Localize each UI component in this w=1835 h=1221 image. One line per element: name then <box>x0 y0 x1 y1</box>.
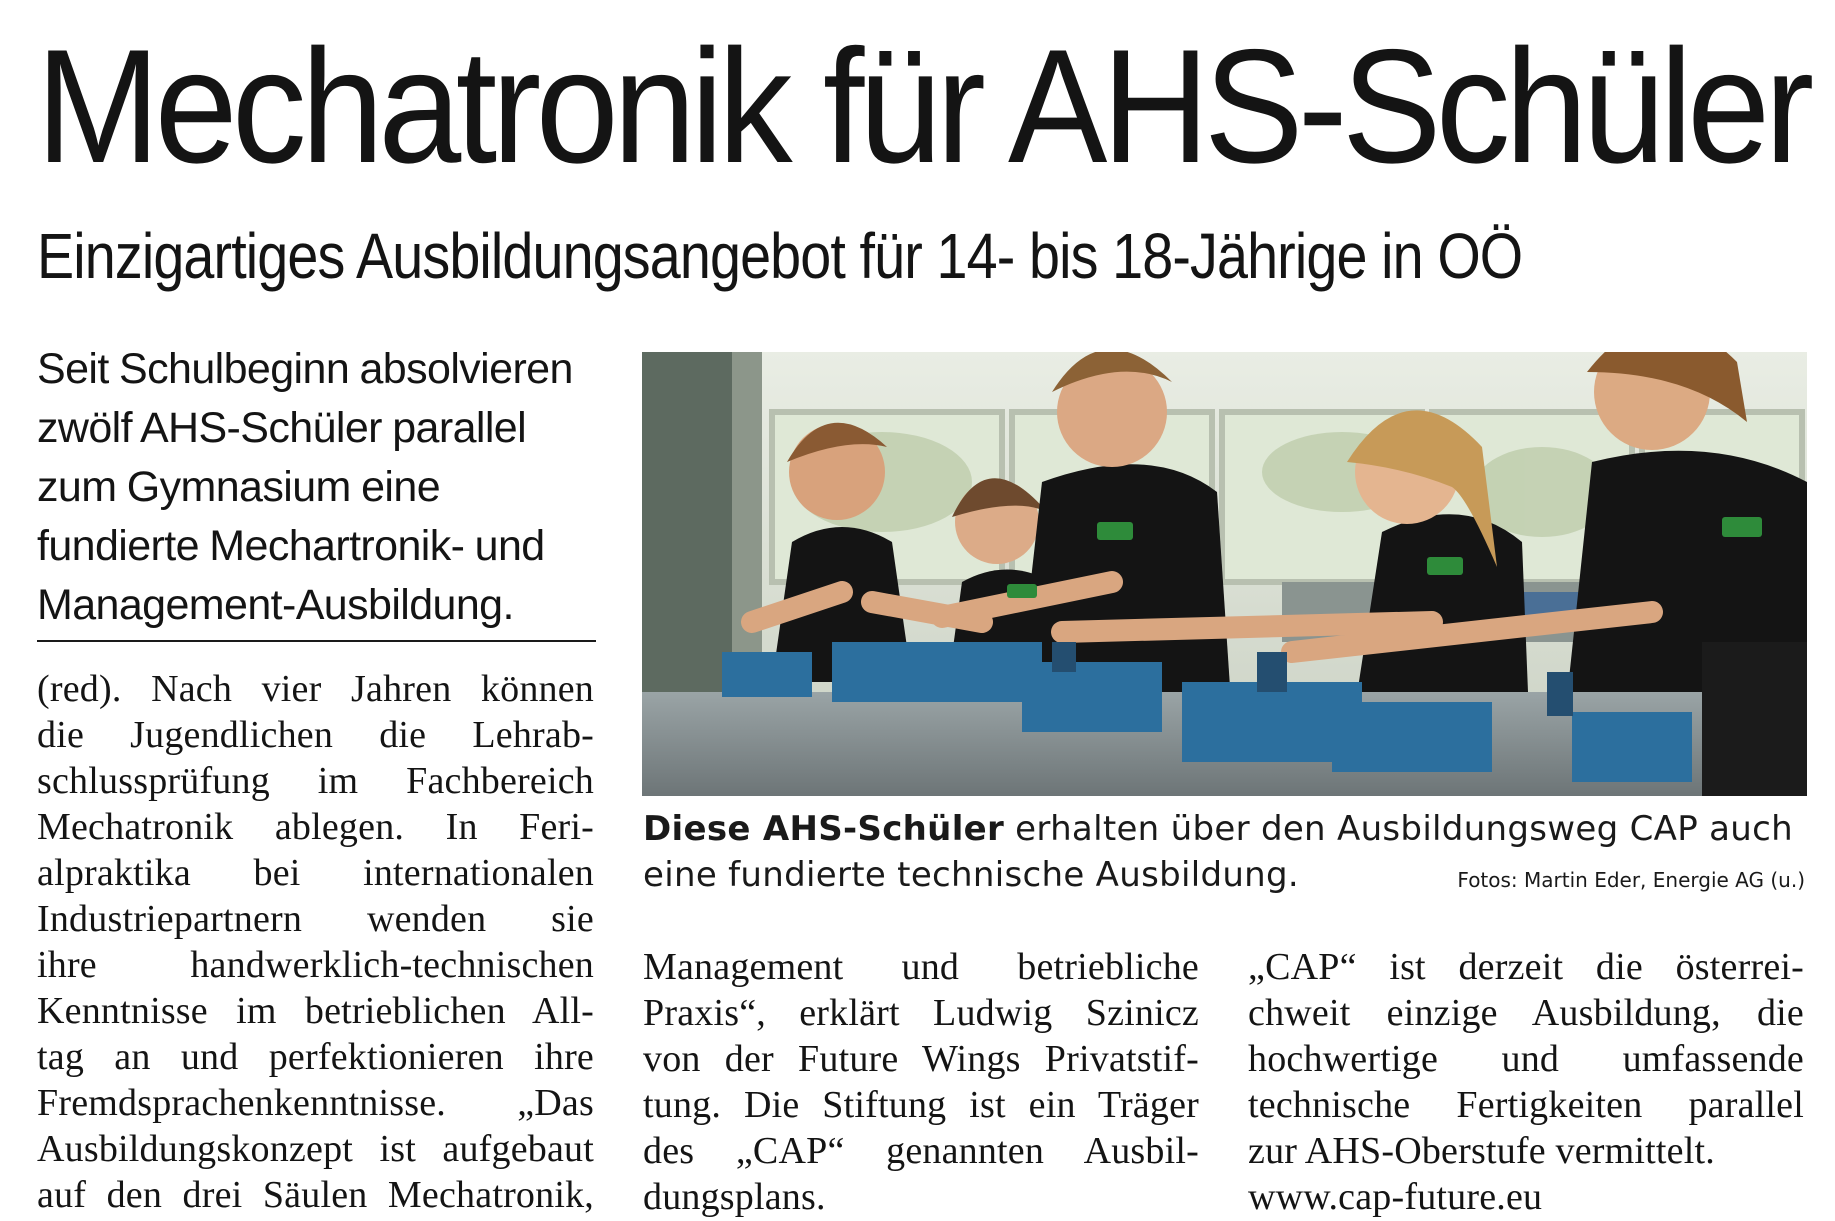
body-line: Ausbildungskonzept ist aufgebaut <box>37 1128 594 1170</box>
body-line: Management und betriebliche <box>643 946 1199 988</box>
body-column-2 <box>643 944 1199 1220</box>
caption-text: eine fundierte technische Ausbildung. <box>643 855 1300 895</box>
article-photo <box>642 352 1807 796</box>
body-line: „CAP“ ist derzeit die österrei- <box>1248 946 1804 988</box>
body-line: die Jugendlichen die Lehrab- <box>37 714 594 756</box>
lead-line: zwölf AHS-Schüler parallel <box>37 404 527 452</box>
lead-line: Seit Schulbeginn absolvieren <box>37 345 573 393</box>
body-line: chweit einzige Ausbildung, die <box>1248 992 1804 1034</box>
body-line: schlussprüfung im Fachbereich <box>37 760 594 802</box>
body-line: Mechatronik ablegen. In Feri- <box>37 806 594 848</box>
lead-line: zum Gymnasium eine <box>37 463 441 511</box>
body-line: technische Fertigkeiten parallel <box>1248 1084 1804 1126</box>
body-line: auf den drei Säulen Mechatronik, <box>37 1174 594 1216</box>
body-line: dungsplans. <box>643 1176 826 1218</box>
article-lead <box>37 340 617 635</box>
website-url: www.cap-future.eu <box>1248 1176 1543 1218</box>
body-line: zur AHS-Oberstufe vermittelt. <box>1248 1130 1715 1172</box>
body-line: tung. Die Stiftung ist ein Träger <box>643 1084 1199 1126</box>
body-line: Industriepartnern wenden sie <box>37 898 594 940</box>
caption-text: erhalten über den Ausbildungsweg CAP auch <box>1004 809 1793 849</box>
body-line: Kenntnisse im betrieblichen All- <box>37 990 594 1032</box>
body-line: tag an und perfektionieren ihre <box>37 1036 594 1078</box>
body-column-3 <box>1248 944 1804 1220</box>
article-subheadline: Einzigartiges Ausbildungsangebot für 14- bis 18-Jährige in OÖ <box>37 220 1523 292</box>
article-headline: Mechatronik für AHS-Schüler <box>36 16 1809 197</box>
lead-line: fundierte Mechartronik- und <box>37 522 545 570</box>
body-column-1 <box>37 666 594 1218</box>
body-line: Praxis“, erklärt Ludwig Szinicz <box>643 992 1199 1034</box>
lead-line: Management-Ausbildung. <box>37 581 514 629</box>
body-line: ihre handwerklich-technischen <box>37 944 594 986</box>
body-line: alpraktika bei internationalen <box>37 852 594 894</box>
photo-credit: Fotos: Martin Eder, Energie AG (u.) <box>1457 868 1805 892</box>
body-line: hochwertige und umfassende <box>1248 1038 1804 1080</box>
body-line: von der Future Wings Privatstif- <box>643 1038 1199 1080</box>
caption-bold: Diese AHS-Schüler <box>643 809 1005 849</box>
body-line: des „CAP“ genannten Ausbil- <box>643 1130 1199 1172</box>
body-line: (red). Nach vier Jahren können <box>37 668 594 710</box>
body-line: Fremdsprachenkenntnisse. „Das <box>37 1082 594 1124</box>
lead-divider <box>37 640 596 642</box>
